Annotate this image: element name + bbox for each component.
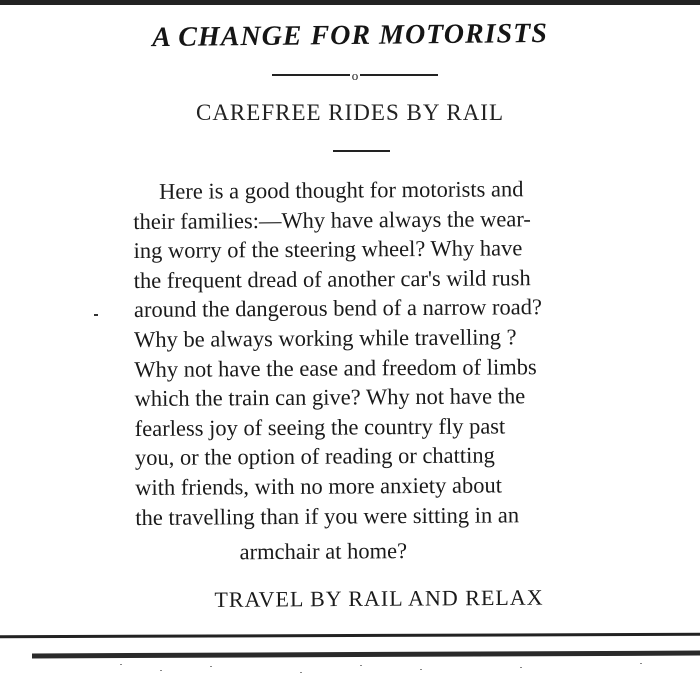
body-line: the frequent dread of another car's wild rush: [133, 265, 531, 293]
body-line: Here is a good thought for motorists and: [159, 176, 524, 204]
article-headline: A CHANGE FOR MOTORISTS: [151, 17, 549, 54]
article-subheadline: CAREFREE RIDES BY RAIL: [195, 100, 505, 125]
body-line: ing worry of the steering wheel? Why have: [133, 235, 523, 264]
print-speck: [360, 665, 362, 666]
body-line: which the train can give? Why not have the: [134, 383, 526, 412]
top-border-rule: [0, 0, 700, 5]
print-speck: [420, 669, 422, 670]
bottom-border-rule-upper: [0, 633, 700, 638]
body-line: their families:—Why have always the wear-: [133, 205, 531, 234]
print-speck: [300, 672, 302, 673]
print-speck: [160, 670, 162, 671]
print-speck: [520, 667, 522, 668]
ornament-line-left: [272, 74, 350, 76]
closing-slogan: TRAVEL BY RAIL AND RELAX: [214, 584, 544, 612]
bottom-border-rule-lower: [32, 651, 700, 659]
body-line: Why not have the ease and freedom of limbs: [134, 353, 537, 382]
title-ornament-divider: [272, 68, 438, 82]
body-line: armchair at home?: [239, 538, 408, 565]
body-line: fearless joy of seeing the country fly past: [134, 413, 506, 441]
ornament-circle: o: [351, 67, 359, 83]
body-line: you, or the option of reading or chatting: [134, 442, 495, 471]
print-noise: [0, 660, 700, 685]
section-divider-rule: [333, 150, 390, 152]
article-body: [133, 174, 631, 568]
print-speck: [640, 663, 642, 664]
print-speck: [210, 666, 212, 667]
ornament-line-right: [360, 74, 438, 76]
body-line: Why be always working while travelling ?: [134, 324, 517, 352]
body-line: the travelling than if you were sitting in an: [135, 501, 520, 530]
body-line: around the dangerous bend of a narrow road?: [133, 294, 542, 323]
body-line: with friends, with no more anxiety about: [135, 472, 503, 500]
print-speck: [94, 314, 98, 316]
print-speck: [120, 664, 122, 665]
